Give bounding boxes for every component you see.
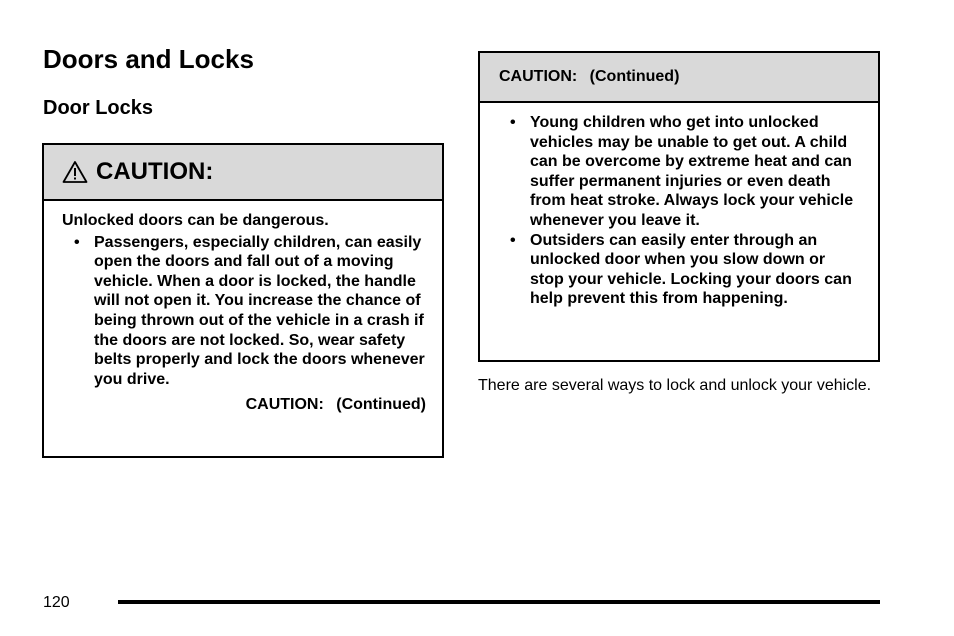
bullet-icon: • — [510, 231, 516, 249]
section-title: Doors and Locks — [43, 44, 254, 74]
bullet-text: Outsiders can easily enter through an unlocked door when you slow down or stop your vehicle. Locking your doors can help prevent this from happening. — [530, 231, 852, 308]
continued-note: CAUTION: (Continued) — [245, 396, 426, 414]
caution-bullet-list — [74, 233, 426, 390]
bullet-text: Young children who get into unlocked vehicles may be unable to get out. A child can be overcome by extreme heat and can suffer permanent injuries or even death from heat stroke. Always lock your vehicle whenever you leave it. — [530, 114, 854, 229]
page-number: 120 — [43, 594, 70, 611]
continued-bullet — [510, 113, 862, 231]
bullet-icon: • — [510, 114, 516, 131]
continued-bullet-list — [510, 113, 862, 309]
caution-bullet — [74, 233, 426, 390]
caution-body — [44, 201, 442, 415]
caution-continued-header — [480, 53, 878, 103]
footer-rule — [118, 600, 880, 604]
caution-intro: Unlocked doors can be dangerous. — [62, 212, 329, 229]
continued-bullet — [510, 231, 862, 309]
warning-triangle-icon — [62, 160, 88, 184]
caution-continued-heading: CAUTION: (Continued) — [499, 68, 680, 85]
caution-continued-body — [480, 103, 878, 309]
subsection-title: Door Locks — [43, 97, 154, 119]
bullet-icon: • — [74, 233, 80, 251]
caution-continued-box — [478, 51, 880, 362]
bullet-text: Passengers, especially children, can easily open the doors and fall out of a moving vehicle. When a door is locked, the handle will not open it. You increase the chance of being thrown out of the vehicle in a crash if the doors are not locked. So, wear safety belts properly and lock the doors whenever you drive. — [94, 233, 425, 388]
caution-box — [42, 143, 444, 458]
caution-heading: CAUTION: — [96, 158, 214, 185]
caution-header — [44, 145, 442, 201]
body-paragraph: There are several ways to lock and unlock your vehicle. — [478, 377, 872, 394]
